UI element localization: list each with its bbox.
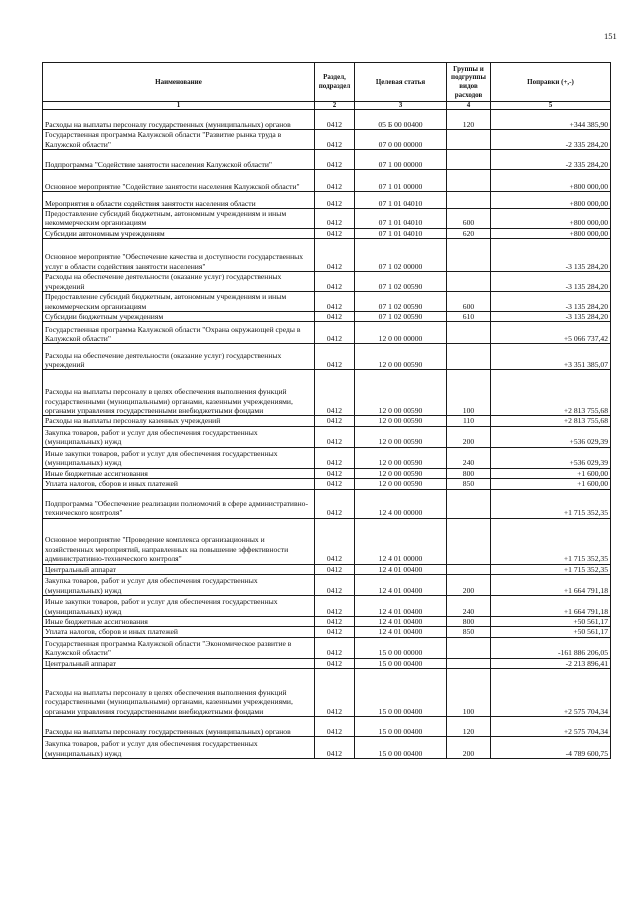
cell-code: 15 0 00 00400 <box>355 737 447 759</box>
cell-amount: +800 000,00 <box>491 228 611 238</box>
cell-section: 0412 <box>315 479 355 489</box>
column-number: 3 <box>355 102 447 110</box>
cell-code: 07 1 02 00000 <box>355 239 447 272</box>
cell-name: Государственная программа Калужской области "Охрана окружающей среды в Калужской области" <box>43 322 315 344</box>
cell-group: 600 <box>447 292 491 312</box>
table-row <box>43 170 611 192</box>
column-number: 1 <box>43 102 315 110</box>
cell-name: Подпрограмма "Содействие занятости населения Калужской области" <box>43 150 315 170</box>
cell-section: 0412 <box>315 617 355 627</box>
table-row <box>43 627 611 637</box>
cell-code: 12 0 00 00590 <box>355 447 447 468</box>
cell-amount: +1 600,00 <box>491 468 611 478</box>
cell-group: 850 <box>447 479 491 489</box>
cell-name: Субсидии автономным учреждениям <box>43 228 315 238</box>
cell-code: 07 1 02 00590 <box>355 292 447 312</box>
cell-code: 07 1 00 00000 <box>355 150 447 170</box>
table-row <box>43 110 611 130</box>
cell-section: 0412 <box>315 170 355 192</box>
cell-group <box>447 272 491 292</box>
cell-code: 12 4 00 00000 <box>355 489 447 518</box>
cell-section: 0412 <box>315 637 355 658</box>
cell-section: 0412 <box>315 717 355 737</box>
cell-name: Закупка товаров, работ и услуг для обеспечения государственных (муниципальных) нужд <box>43 426 315 447</box>
cell-name: Закупка товаров, работ и услуг для обеспечения государственных (муниципальных) нужд <box>43 575 315 596</box>
cell-code: 12 4 01 00400 <box>355 617 447 627</box>
cell-code: 15 0 00 00400 <box>355 717 447 737</box>
table-row <box>43 150 611 170</box>
cell-name: Иные закупки товаров, работ и услуг для обеспечения государственных (муниципальных) нужд <box>43 596 315 617</box>
table-row <box>43 312 611 322</box>
cell-name: Предоставление субсидий бюджетным, автономным учреждениям и иным некоммерческим организациям <box>43 292 315 312</box>
cell-amount: +2 813 755,68 <box>491 370 611 416</box>
cell-code: 07 1 01 00000 <box>355 170 447 192</box>
cell-amount: +2 575 704,34 <box>491 669 611 717</box>
header-name: Наименование <box>43 63 315 102</box>
cell-code: 15 0 00 00000 <box>355 637 447 658</box>
table-row <box>43 617 611 627</box>
cell-name: Иные закупки товаров, работ и услуг для обеспечения государственных (муниципальных) нужд <box>43 447 315 468</box>
table-row <box>43 596 611 617</box>
cell-code: 12 4 01 00000 <box>355 518 447 564</box>
cell-group: 800 <box>447 468 491 478</box>
cell-section: 0412 <box>315 627 355 637</box>
cell-group <box>447 192 491 209</box>
cell-code: 12 4 01 00400 <box>355 596 447 617</box>
column-number: 5 <box>491 102 611 110</box>
cell-amount: -161 886 206,05 <box>491 637 611 658</box>
cell-section: 0412 <box>315 518 355 564</box>
cell-amount: +1 664 791,18 <box>491 596 611 617</box>
table-row <box>43 239 611 272</box>
table-row <box>43 130 611 150</box>
cell-section: 0412 <box>315 130 355 150</box>
cell-amount: +1 664 791,18 <box>491 575 611 596</box>
cell-section: 0412 <box>315 575 355 596</box>
cell-amount: -3 135 284,20 <box>491 292 611 312</box>
cell-code: 12 4 01 00400 <box>355 564 447 574</box>
cell-section: 0412 <box>315 239 355 272</box>
cell-section: 0412 <box>315 344 355 370</box>
cell-group <box>447 322 491 344</box>
cell-amount: +50 561,17 <box>491 627 611 637</box>
cell-code: 12 4 01 00400 <box>355 627 447 637</box>
column-number: 2 <box>315 102 355 110</box>
cell-name: Расходы на выплаты персоналу государственных (муниципальных) органов <box>43 110 315 130</box>
cell-section: 0412 <box>315 426 355 447</box>
cell-group <box>447 239 491 272</box>
cell-section: 0412 <box>315 192 355 209</box>
cell-section: 0412 <box>315 669 355 717</box>
cell-group <box>447 170 491 192</box>
cell-amount: +536 029,39 <box>491 426 611 447</box>
cell-name: Основное мероприятие "Обеспечение качества и доступности государственных услуг в области содействия занятости населения" <box>43 239 315 272</box>
cell-group: 110 <box>447 416 491 426</box>
cell-name: Расходы на выплаты персоналу казенных учреждений <box>43 416 315 426</box>
cell-code: 12 0 00 00590 <box>355 426 447 447</box>
table-row <box>43 737 611 759</box>
cell-amount: +536 029,39 <box>491 447 611 468</box>
cell-code: 12 0 00 00590 <box>355 468 447 478</box>
header-target: Целевая статья <box>355 63 447 102</box>
cell-section: 0412 <box>315 658 355 668</box>
cell-group: 200 <box>447 426 491 447</box>
cell-amount: +50 561,17 <box>491 617 611 627</box>
cell-amount: +800 000,00 <box>491 170 611 192</box>
table-row <box>43 717 611 737</box>
cell-section: 0412 <box>315 447 355 468</box>
cell-amount: +800 000,00 <box>491 209 611 229</box>
cell-name: Закупка товаров, работ и услуг для обеспечения государственных (муниципальных) нужд <box>43 737 315 759</box>
cell-code: 12 0 00 00590 <box>355 344 447 370</box>
cell-group <box>447 518 491 564</box>
cell-section: 0412 <box>315 564 355 574</box>
table-row <box>43 479 611 489</box>
cell-name: Основное мероприятие "Проведение комплекса организационных и хозяйственных мероприятий, направленных на повышение эффективности административно-технического контроля" <box>43 518 315 564</box>
table-row <box>43 370 611 416</box>
table-row <box>43 192 611 209</box>
cell-code: 12 0 00 00590 <box>355 370 447 416</box>
table-row <box>43 518 611 564</box>
table-row <box>43 209 611 229</box>
cell-code: 07 1 01 04010 <box>355 192 447 209</box>
cell-code: 12 0 00 00590 <box>355 416 447 426</box>
cell-name: Расходы на выплаты персоналу государственных (муниципальных) органов <box>43 717 315 737</box>
cell-group <box>447 658 491 668</box>
cell-name: Расходы на выплаты персоналу в целях обеспечения выполнения функций государственными (муниципальными) органами, казенными учреждениями, органами управления государственными внебюджетными фондами <box>43 370 315 416</box>
cell-name: Расходы на обеспечение деятельности (оказание услуг) государственных учреждений <box>43 272 315 292</box>
cell-amount: -4 789 600,75 <box>491 737 611 759</box>
cell-group: 200 <box>447 575 491 596</box>
cell-amount: +800 000,00 <box>491 192 611 209</box>
cell-section: 0412 <box>315 468 355 478</box>
cell-group <box>447 637 491 658</box>
cell-amount: +1 600,00 <box>491 479 611 489</box>
cell-name: Расходы на обеспечение деятельности (оказание услуг) государственных учреждений <box>43 344 315 370</box>
cell-section: 0412 <box>315 312 355 322</box>
cell-name: Мероприятия в области содействия занятости населения области <box>43 192 315 209</box>
table-row <box>43 447 611 468</box>
table-header-row <box>43 63 611 102</box>
cell-code: 07 0 00 00000 <box>355 130 447 150</box>
cell-amount: +2 813 755,68 <box>491 416 611 426</box>
cell-name: Центральный аппарат <box>43 564 315 574</box>
cell-group: 850 <box>447 627 491 637</box>
cell-group: 620 <box>447 228 491 238</box>
cell-group <box>447 564 491 574</box>
table-row <box>43 292 611 312</box>
cell-section: 0412 <box>315 416 355 426</box>
cell-code: 12 4 01 00400 <box>355 575 447 596</box>
header-group: Группы и подгруппы видов расходов <box>447 63 491 102</box>
cell-amount: -3 135 284,20 <box>491 272 611 292</box>
cell-name: Подпрограмма "Обеспечение реализации полномочий в сфере административно-технического контроля" <box>43 489 315 518</box>
header-amendment: Поправки (+,-) <box>491 63 611 102</box>
cell-group: 240 <box>447 447 491 468</box>
cell-name: Основное мероприятие "Содействие занятости населения Калужской области" <box>43 170 315 192</box>
cell-group <box>447 344 491 370</box>
cell-amount: -3 135 284,20 <box>491 239 611 272</box>
cell-code: 12 0 00 00590 <box>355 479 447 489</box>
cell-name: Предоставление субсидий бюджетным, автономным учреждениям и иным некоммерческим организациям <box>43 209 315 229</box>
cell-amount: -2 335 284,20 <box>491 150 611 170</box>
cell-code: 12 0 00 00000 <box>355 322 447 344</box>
cell-group: 240 <box>447 596 491 617</box>
table-row <box>43 272 611 292</box>
table-row <box>43 416 611 426</box>
cell-name: Расходы на выплаты персоналу в целях обеспечения выполнения функций государственными (муниципальными) органами, казенными учреждениями, органами управления государственными внебюджетными фондами <box>43 669 315 717</box>
table-row <box>43 575 611 596</box>
cell-amount: +3 351 385,07 <box>491 344 611 370</box>
cell-section: 0412 <box>315 110 355 130</box>
cell-group: 120 <box>447 717 491 737</box>
cell-name: Государственная программа Калужской области "Развитие рынка труда в Калужской области" <box>43 130 315 150</box>
cell-group <box>447 130 491 150</box>
cell-section: 0412 <box>315 150 355 170</box>
cell-section: 0412 <box>315 737 355 759</box>
cell-code: 15 0 00 00400 <box>355 658 447 668</box>
table-row <box>43 564 611 574</box>
column-number: 4 <box>447 102 491 110</box>
cell-amount: -2 335 284,20 <box>491 130 611 150</box>
cell-amount: -3 135 284,20 <box>491 312 611 322</box>
cell-group <box>447 150 491 170</box>
cell-amount: +344 385,90 <box>491 110 611 130</box>
cell-group: 800 <box>447 617 491 627</box>
cell-section: 0412 <box>315 228 355 238</box>
cell-group: 200 <box>447 737 491 759</box>
cell-group: 600 <box>447 209 491 229</box>
cell-section: 0412 <box>315 370 355 416</box>
page-number: 151 <box>604 31 617 41</box>
cell-amount: +1 715 352,35 <box>491 518 611 564</box>
cell-group: 100 <box>447 370 491 416</box>
column-number-row <box>43 102 611 110</box>
cell-section: 0412 <box>315 322 355 344</box>
table-row <box>43 658 611 668</box>
cell-group: 120 <box>447 110 491 130</box>
cell-amount: +2 575 704,34 <box>491 717 611 737</box>
cell-code: 07 1 02 00590 <box>355 272 447 292</box>
table-row <box>43 489 611 518</box>
cell-code: 07 1 02 00590 <box>355 312 447 322</box>
cell-name: Уплата налогов, сборов и иных платежей <box>43 627 315 637</box>
header-section: Раздел, подраздел <box>315 63 355 102</box>
cell-amount: -2 213 896,41 <box>491 658 611 668</box>
cell-name: Иные бюджетные ассигнования <box>43 617 315 627</box>
cell-section: 0412 <box>315 292 355 312</box>
cell-code: 07 1 01 04010 <box>355 228 447 238</box>
cell-amount: +5 066 737,42 <box>491 322 611 344</box>
budget-amendments-table <box>42 62 611 759</box>
cell-section: 0412 <box>315 272 355 292</box>
table-row <box>43 426 611 447</box>
cell-name: Центральный аппарат <box>43 658 315 668</box>
cell-group: 100 <box>447 669 491 717</box>
cell-amount: +1 715 352,35 <box>491 564 611 574</box>
cell-section: 0412 <box>315 209 355 229</box>
cell-section: 0412 <box>315 596 355 617</box>
cell-group: 610 <box>447 312 491 322</box>
cell-name: Иные бюджетные ассигнования <box>43 468 315 478</box>
cell-amount: +1 715 352,35 <box>491 489 611 518</box>
cell-code: 05 Б 00 00400 <box>355 110 447 130</box>
cell-code: 07 1 01 04010 <box>355 209 447 229</box>
cell-name: Государственная программа Калужской области "Экономическое развитие в Калужской области" <box>43 637 315 658</box>
table-row <box>43 322 611 344</box>
table-row <box>43 228 611 238</box>
cell-code: 15 0 00 00400 <box>355 669 447 717</box>
cell-name: Уплата налогов, сборов и иных платежей <box>43 479 315 489</box>
table-row <box>43 637 611 658</box>
cell-section: 0412 <box>315 489 355 518</box>
table-row <box>43 669 611 717</box>
table-row <box>43 468 611 478</box>
table-row <box>43 344 611 370</box>
cell-name: Субсидии бюджетным учреждениям <box>43 312 315 322</box>
cell-group <box>447 489 491 518</box>
